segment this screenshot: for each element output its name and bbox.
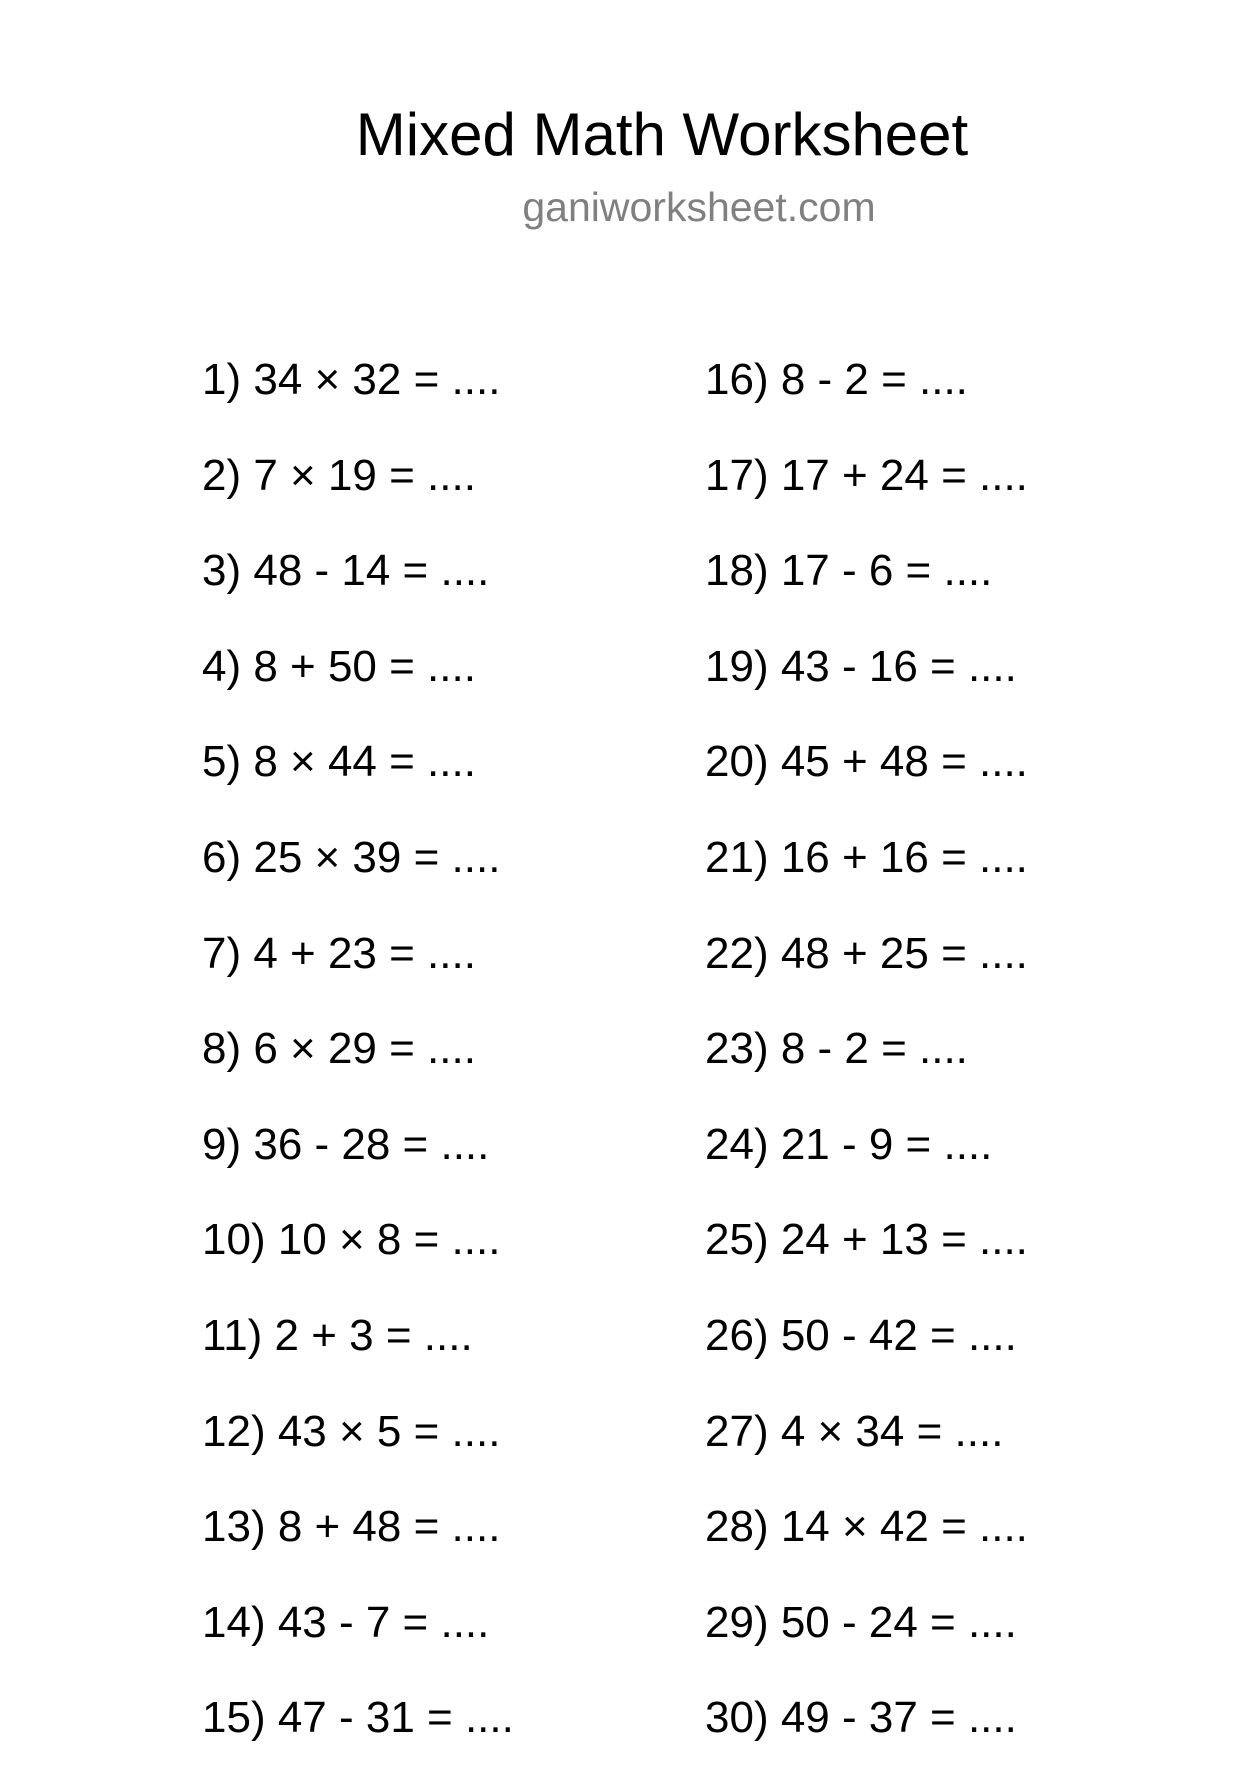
math-problem: 12) 43 × 5 = .... <box>202 1406 501 1456</box>
math-problem: 5) 8 × 44 = .... <box>202 737 476 787</box>
math-problem: 20) 45 + 48 = .... <box>705 737 1028 787</box>
math-problem: 18) 17 - 6 = .... <box>705 546 993 596</box>
math-problem: 17) 17 + 24 = .... <box>705 450 1028 500</box>
math-problem: 27) 4 × 34 = .... <box>705 1406 1004 1456</box>
math-problem: 7) 4 + 23 = .... <box>202 928 476 978</box>
math-problem: 10) 10 × 8 = .... <box>202 1215 501 1265</box>
problems-column-right <box>705 355 1028 1789</box>
math-problem: 16) 8 - 2 = .... <box>705 355 968 404</box>
problems-column-left <box>202 355 514 1789</box>
math-problem: 6) 25 × 39 = .... <box>202 832 501 882</box>
math-problem: 26) 50 - 42 = .... <box>705 1310 1017 1360</box>
math-problem: 21) 16 + 16 = .... <box>705 832 1028 882</box>
math-problem: 1) 34 × 32 = .... <box>202 355 501 404</box>
math-problem: 25) 24 + 13 = .... <box>705 1215 1028 1265</box>
math-problem: 29) 50 - 24 = .... <box>705 1597 1017 1647</box>
math-problem: 13) 8 + 48 = .... <box>202 1502 501 1552</box>
math-problem: 30) 49 - 37 = .... <box>705 1693 1017 1743</box>
website-subtitle: ganiworksheet.com <box>522 184 876 230</box>
math-problem: 19) 43 - 16 = .... <box>705 641 1017 691</box>
math-problem: 14) 43 - 7 = .... <box>202 1597 490 1647</box>
math-problem: 3) 48 - 14 = .... <box>202 546 490 596</box>
math-problem: 2) 7 × 19 = .... <box>202 450 476 500</box>
math-problem: 28) 14 × 42 = .... <box>705 1502 1028 1552</box>
math-problem: 22) 48 + 25 = .... <box>705 928 1028 978</box>
math-problem: 8) 6 × 29 = .... <box>202 1024 476 1074</box>
page-title: Mixed Math Worksheet <box>355 101 969 168</box>
math-problem: 15) 47 - 31 = .... <box>202 1693 514 1743</box>
math-problem: 9) 36 - 28 = .... <box>202 1119 490 1169</box>
math-problem: 11) 2 + 3 = .... <box>202 1310 473 1360</box>
math-problem: 23) 8 - 2 = .... <box>705 1024 968 1074</box>
math-problem: 24) 21 - 9 = .... <box>705 1119 993 1169</box>
math-problem: 4) 8 + 50 = .... <box>202 641 476 691</box>
